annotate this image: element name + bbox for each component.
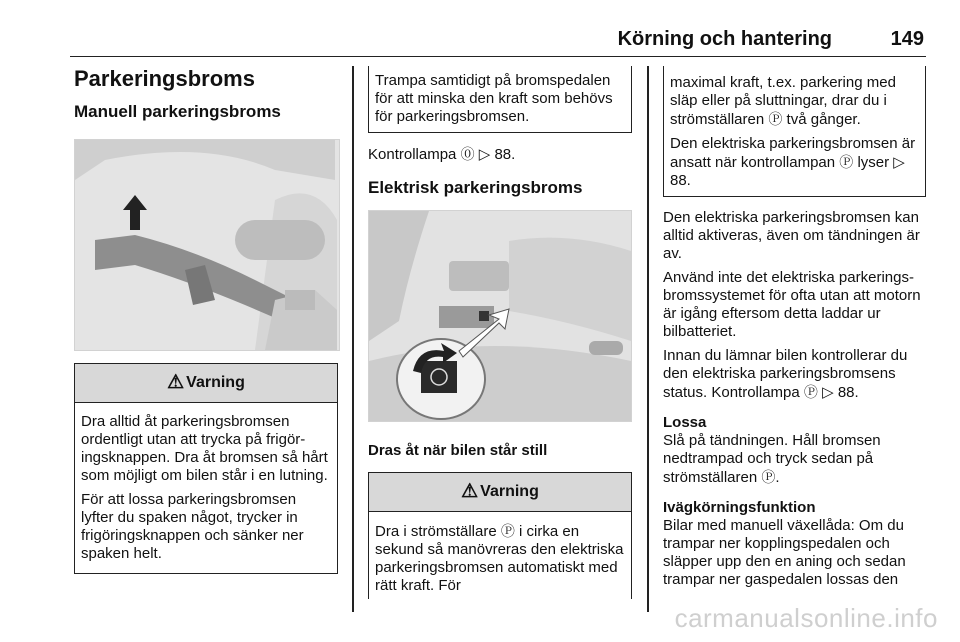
warning-box-electric	[368, 472, 632, 599]
warning-title: Varning	[480, 483, 539, 500]
reference-arrow-icon: ▷	[893, 154, 905, 171]
section-title: Körning och hantering	[617, 28, 832, 50]
handbrake-photo	[74, 139, 340, 351]
switch-icon: Ⓟ	[768, 111, 783, 127]
column-divider-1	[352, 66, 354, 612]
reference-arrow-icon: ▷	[822, 384, 834, 401]
reference-arrow-icon: ▷	[478, 146, 491, 163]
stationary-subheading: Dras åt när bilen står still	[368, 442, 548, 459]
switch-icon: Ⓟ	[761, 469, 776, 485]
note-box	[368, 66, 632, 133]
release-heading: Lossa	[663, 414, 707, 431]
page-title: Parkeringsbroms	[74, 66, 255, 91]
warning-paragraph: För att lossa parkeringsbromsen lyfter du spaken något, trycker in frigöringsknappen och sänker ner spaken helt.	[81, 491, 304, 562]
warning-triangle-icon: ⚠	[461, 481, 479, 502]
paragraph: Slå på tändningen. Håll bromsen nedtrampad och tryck sedan på strömställaren Ⓟ.	[663, 432, 881, 486]
warning-title: Varning	[186, 374, 245, 391]
body-text	[663, 209, 926, 589]
warning-triangle-icon: ⚠	[167, 372, 185, 393]
electric-brake-illustration	[369, 211, 631, 421]
page-header	[70, 22, 926, 57]
paragraph: Den elektriska parkeringsbromsen kan alltid aktiveras, även om tändningen är av.	[663, 209, 920, 262]
brake-warning-icon: ⓪	[460, 146, 475, 162]
column-divider-2	[647, 66, 649, 612]
box-paragraph: maximal kraft, t.ex. parkering med släp eller på sluttningar, drar du i strömställaren Ⓟ två gånger.	[670, 74, 896, 128]
warning-paragraph: Dra alltid åt parkeringsbromsen ordentligt utan att trycka på frigöringsknappen. Dra åt bromsen så hårt som möjligt om bilen står i en lutning.	[81, 413, 328, 484]
column-2	[368, 66, 632, 599]
box-paragraph: Den elektriska parkeringsbromsen är ansatt när kontrollampan Ⓟ lyser ▷ 88.	[670, 135, 916, 189]
electric-brake-photo	[368, 210, 632, 422]
manual-brake-heading: Manuell parkeringsbroms	[74, 102, 281, 121]
switch-icon: Ⓟ	[839, 154, 854, 170]
warning-body	[75, 403, 337, 573]
warning-header	[369, 473, 631, 512]
indicator-line	[368, 145, 632, 164]
switch-icon: Ⓟ	[803, 384, 818, 400]
watermark: carmanualsonline.info	[674, 603, 938, 633]
column-1	[74, 66, 340, 574]
indicator-label: Kontrollampa	[368, 146, 457, 163]
paragraph: Innan du lämnar bilen kontrollerar du den elektriska parkeringsbromsens status. Kontrollampa Ⓟ ▷ 88.	[663, 347, 908, 401]
warning-box-manual	[74, 363, 338, 574]
drive-away-heading: Ivägkörningsfunktion	[663, 499, 816, 516]
warning-paragraph: Dra i strömställare Ⓟ i cirka en sekund så manövreras den elektriska parkeringsbromsen automatiskt med rätt kraft. För	[375, 523, 624, 594]
electric-brake-heading: Elektrisk parkeringsbroms	[368, 178, 583, 197]
column-3	[663, 66, 926, 595]
paragraph: Använd inte det elektriska parkeringsbromssystemet för ofta utan att motorn är igång eftersom detta laddar ur bilbatteriet.	[663, 269, 921, 340]
handbrake-illustration	[75, 140, 339, 350]
paragraph: Bilar med manuell växellåda: Om du trampar ner kopplingspedalen och släpper upp den en aning och sedan trampar ner gaspedalen lossas den	[663, 517, 906, 588]
warning-body	[369, 512, 631, 599]
page-number: 149	[890, 28, 924, 50]
switch-icon: Ⓟ	[500, 523, 515, 539]
indicator-reference: 88.	[494, 146, 516, 163]
continued-warning-box	[663, 66, 926, 197]
warning-header	[75, 364, 337, 403]
note-text: Trampa samtidigt på bromspedalen för att minska den kraft som behövs för parkeringsbromsen.	[375, 72, 613, 125]
